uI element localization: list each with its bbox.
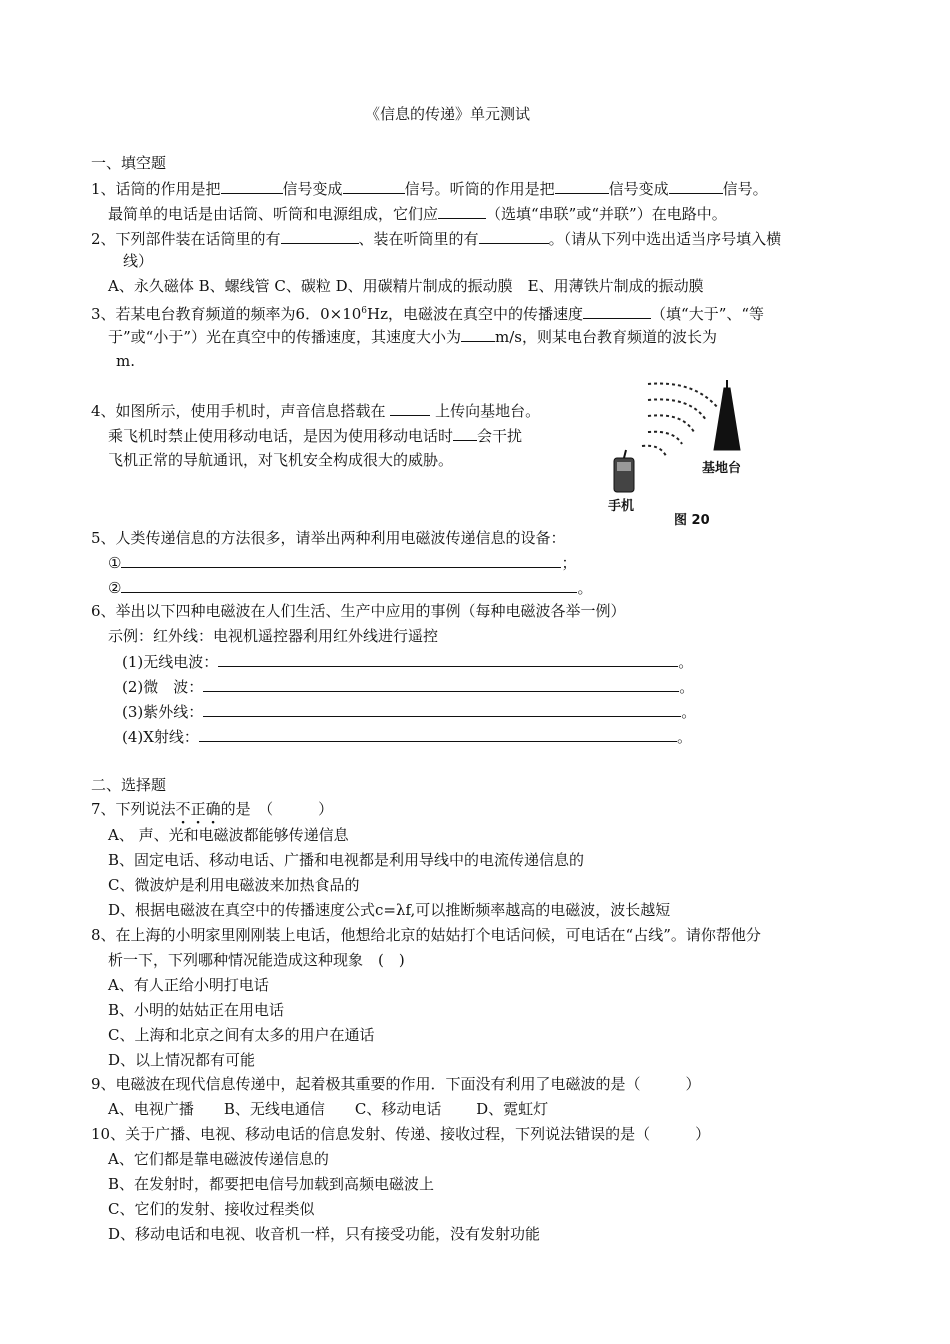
blank[interactable] — [461, 326, 495, 342]
q1-text: 信号。 — [722, 180, 768, 198]
figure-caption: 图 20 — [674, 513, 710, 528]
q1-text: 1、话筒的作用是把 — [91, 180, 221, 198]
question-1 — [91, 178, 768, 199]
blank[interactable] — [669, 178, 723, 194]
q8-option-c[interactable]: C、上海和北京之间有太多的用户在通话 — [108, 1026, 375, 1044]
question-5-item1 — [108, 552, 576, 573]
question-6-item1 — [122, 651, 693, 672]
question-1-line2 — [108, 203, 727, 224]
q7-text: 7、下列说法 — [91, 800, 176, 818]
blank[interactable] — [199, 726, 677, 742]
q3-text: 3、若某电台教育频道的频率为6．0×10 — [91, 305, 362, 323]
question-5: 5、人类传递信息的方法很多，请举出两种利用电磁波传递信息的设备： — [91, 529, 566, 547]
q6-text: 。 — [678, 653, 694, 671]
q7-option-c[interactable]: C、微波炉是利用电磁波来加热食品的 — [108, 876, 360, 894]
question-6-example: 示例：红外线：电视机遥控器利用红外线进行遥控 — [108, 627, 439, 645]
q3-text: Hz，电磁波在真空中的传播速度 — [367, 305, 584, 323]
emphasis-char: 不 — [175, 800, 191, 818]
q6-text: 。 — [681, 703, 697, 721]
q1-text: 信号变成 — [608, 180, 669, 198]
blank[interactable] — [121, 577, 577, 593]
question-4 — [91, 400, 540, 421]
blank[interactable] — [203, 676, 679, 692]
question-2-options: A、永久磁体 B、螺线管 C、碳粒 D、用碳精片制成的振动膜 E、用薄铁片制成的振动膜 — [108, 277, 704, 295]
blank[interactable] — [203, 701, 681, 717]
q2-text: 。（请从下列中选出适当序号填入横 — [548, 230, 782, 248]
q8-option-b[interactable]: B、小明的姑姑正在用电话 — [108, 1001, 285, 1019]
circled-number: ② — [108, 579, 122, 597]
section-fill-in: 一、填空题 — [91, 154, 167, 172]
q6-label: (4)X射线： — [122, 728, 199, 746]
question-8-line2: 析一下，下列哪种情况能造成这种现象 ( ) — [108, 951, 405, 969]
question-6-item4 — [122, 726, 692, 747]
emphasis-char: 正 — [190, 800, 206, 818]
q10-option-d[interactable]: D、移动电话和电视、收音机一样，只有接受功能，没有发射功能 — [108, 1225, 541, 1243]
base-station-label: 基地台 — [702, 461, 742, 476]
q1-text: 信号变成 — [282, 180, 343, 198]
blank[interactable] — [281, 228, 359, 244]
question-10: 10、关于广播、电视、移动电话的信息发射、传递、接收过程，下列说法错误的是（ ） — [91, 1125, 711, 1143]
emphasis-char: 确 — [205, 800, 221, 818]
phone-label: 手机 — [608, 499, 635, 514]
page-title: 《信息的传递》单元测试 — [365, 105, 531, 123]
question-3-line2 — [108, 326, 717, 347]
q4-text: 会干扰 — [477, 427, 523, 445]
blank[interactable] — [555, 178, 609, 194]
q9-options[interactable]: A、电视广播 B、无线电通信 C、移动电话 D、霓虹灯 — [108, 1100, 549, 1118]
q4-text: 上传向基地台。 — [430, 402, 541, 420]
question-6-item3 — [122, 701, 696, 722]
question-3 — [91, 301, 764, 324]
q3-text: （填“大于”、“等 — [651, 305, 765, 323]
q6-label: (2)微 波： — [122, 678, 204, 696]
blank[interactable] — [218, 651, 678, 667]
q6-label: (3)紫外线： — [122, 703, 204, 721]
q5-text: 。 — [577, 579, 593, 597]
question-6: 6、举出以下四种电磁波在人们生活、生产中应用的事例（每种电磁波各举一例） — [91, 602, 626, 620]
question-2 — [91, 228, 781, 249]
mobile-phone-icon — [614, 450, 634, 492]
blank[interactable] — [390, 400, 430, 416]
question-5-item2 — [108, 577, 592, 598]
q7-text: 的是 （ ） — [220, 800, 334, 818]
q1-text: （选填“串联”或“并联”）在电路中。 — [486, 205, 727, 223]
q3-exponent: 6 — [361, 306, 368, 316]
question-7 — [91, 799, 333, 819]
q6-text: 。 — [676, 728, 692, 746]
q4-text: 乘飞机时禁止使用移动电话，是因为使用移动电话时 — [108, 427, 454, 445]
q6-text: 。 — [679, 678, 695, 696]
section-choice: 二、选择题 — [91, 776, 167, 794]
q2-text: 2、下列部件装在话筒里的有 — [91, 230, 281, 248]
q7-option-a[interactable]: A、 声、光和电磁波都能够传递信息 — [108, 826, 349, 844]
question-9: 9、电磁波在现代信息传递中，起着极其重要的作用．下面没有利用了电磁波的是（ ） — [91, 1075, 701, 1093]
question-6-item2 — [122, 676, 694, 697]
q4-text: 4、如图所示，使用手机时，声音信息搭载在 — [91, 402, 391, 420]
blank[interactable] — [221, 178, 283, 194]
q10-option-c[interactable]: C、它们的发射、接收过程类似 — [108, 1200, 315, 1218]
q10-option-a[interactable]: A、它们都是靠电磁波传递信息的 — [108, 1150, 329, 1168]
question-4-line2 — [108, 425, 522, 446]
blank[interactable] — [479, 228, 549, 244]
q3-text: 于”或“小于”）光在真空中的传播速度，其速度大小为 — [108, 328, 462, 346]
q7-option-d[interactable]: D、根据电磁波在真空中的传播速度公式c=λf,可以推断频率越高的电磁波，波长越短 — [108, 901, 671, 919]
signal-waves-icon — [642, 384, 718, 457]
q1-text: 最简单的电话是由话筒、听筒和电源组成，它们应 — [108, 205, 439, 223]
circled-number: ① — [108, 554, 122, 572]
blank[interactable] — [438, 203, 486, 219]
q10-option-b[interactable]: B、在发射时，都要把电信号加载到高频电磁波上 — [108, 1175, 435, 1193]
q3-text: m/s，则某电台教育频道的波长为 — [495, 328, 717, 346]
q8-option-d[interactable]: D、以上情况都有可能 — [108, 1051, 256, 1069]
question-2-line2: 线） — [123, 252, 154, 270]
tower-icon — [714, 380, 740, 450]
q7-option-b[interactable]: B、固定电话、移动电话、广播和电视都是利用导线中的电流传递信息的 — [108, 851, 585, 869]
question-3-line3: m. — [116, 352, 135, 370]
blank[interactable] — [583, 303, 651, 319]
question-4-line3: 飞机正常的导航通讯，对飞机安全构成很大的威胁。 — [108, 451, 454, 469]
blank[interactable] — [453, 425, 477, 441]
q2-text: 、装在听筒里的有 — [358, 230, 479, 248]
q6-label: (1)无线电波： — [122, 653, 219, 671]
q8-option-a[interactable]: A、有人正给小明打电话 — [108, 976, 269, 994]
q1-text: 信号。听筒的作用是把 — [404, 180, 555, 198]
blank[interactable] — [343, 178, 405, 194]
q5-text: ； — [561, 554, 577, 572]
blank[interactable] — [121, 552, 561, 568]
question-8: 8、在上海的小明家里刚刚装上电话，他想给北京的姑姑打个电话问候，可电话在“占线”。请你帮他分 — [91, 926, 761, 944]
base-station-figure — [604, 378, 764, 528]
